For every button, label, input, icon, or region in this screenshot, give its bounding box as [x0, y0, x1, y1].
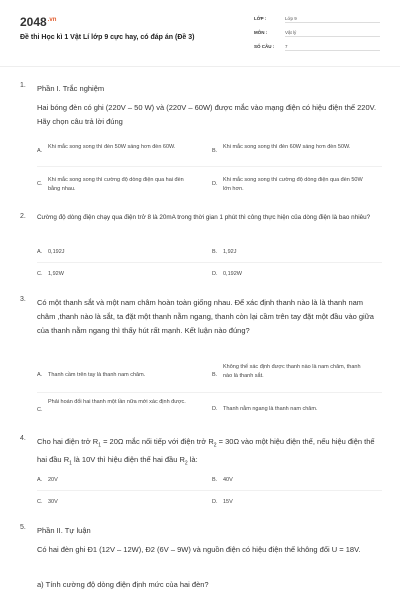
question-number: 3. — [20, 296, 26, 303]
option-divider — [37, 490, 382, 491]
section-title: Phần I. Trắc nghiệm — [37, 84, 105, 93]
header-divider — [0, 66, 400, 67]
question-number: 5. — [20, 524, 26, 531]
option-divider — [37, 166, 382, 167]
section-title: Phần II. Tự luận — [37, 526, 91, 535]
option-divider — [37, 392, 382, 393]
question-number: 2. — [20, 213, 26, 220]
page-title: Đề thi Học kì 1 Vật Lí lớp 9 cực hay, có đáp án (Đề 3) — [20, 34, 195, 41]
question-text: Cường độ dòng điện chạy qua điện trở 8 là 20mA trong thời gian 1 phút thì công thực hiện của dòng điện là bao nhiêu? — [37, 214, 371, 221]
question-text: Có hai đèn ghi Đ1 (12V – 12W), Đ2 (6V – 9W) và nguồn điện có hiệu điện thế không đổi U = 18V. — [37, 545, 361, 554]
question-text: Hai bóng đèn có ghi (220V – 50 W) và (220V – 60W) được mắc vào mạng điện có hiệu điện thế 220V. Hãy chọn câu trả lời đúng — [37, 103, 377, 126]
page-header: $2048^{.vn}$ Đề thi Học kì 1 Vật Lí lớp 9 cực hay, có đáp án (Đề 3) LỚP : Lớp 9 MÔN : Vật lý SỐ CÂU : 7 — [0, 0, 400, 70]
question-subtext: a) Tính cường độ dòng điện định mức của hai đèn? — [37, 580, 209, 589]
question-number: 4. — [20, 435, 26, 442]
option-divider — [37, 262, 382, 263]
question-number: 1. — [20, 82, 26, 89]
question-text: Có một thanh sắt và một nam châm hoàn toàn giống nhau. Để xác định thanh nào là là thanh nam châm ,thanh nào là sắt, ta đặt một thanh nằm ngang, thanh còn lại cầm trên tay đặt một đầu vào giữa của thanh nằm ngang thì thấy hút rất mạnh. Kết luận nào đúng? — [37, 298, 374, 335]
site-logo[interactable]: $2048^{.vn}$ — [20, 15, 57, 29]
question-text: Cho hai điện trở $R_1 = 20\Omega$ mắc nối tiếp với điện trở $R_2 = 30\Omega$ vào một hiệu điện thế, nếu hiệu điện thế hai đầu $R_1$ là 10V thì hiệu điện thế hai đầu $R_2$ là: — [37, 437, 375, 466]
